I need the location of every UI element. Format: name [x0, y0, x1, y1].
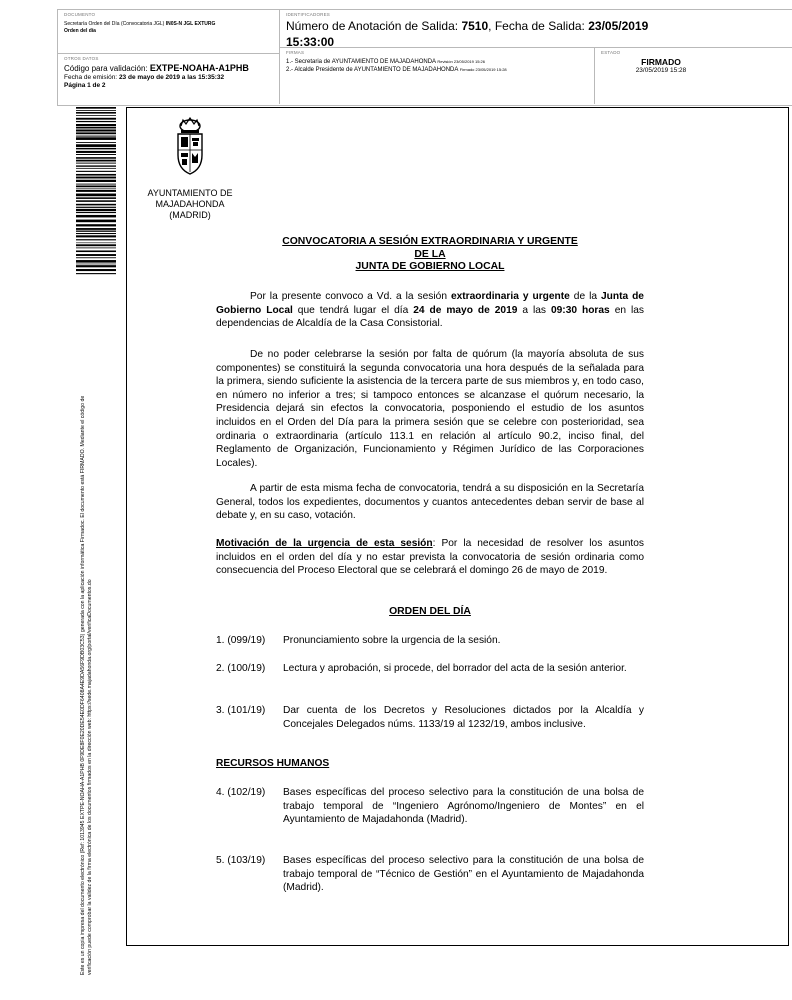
barcode-stripe	[76, 151, 116, 153]
barcode-stripe	[76, 112, 116, 114]
agenda-item	[216, 634, 644, 648]
barcode-stripe	[76, 212, 116, 213]
identificadores-label: IDENTIFICADORES	[286, 12, 331, 17]
agenda-item-number: 4. (102/19)	[216, 787, 266, 798]
barcode-stripe	[76, 129, 116, 131]
agenda-item-number: 2. (100/19)	[216, 663, 266, 674]
barcode-stripe	[76, 180, 116, 182]
barcode-stripe	[76, 220, 116, 223]
barcode-stripe	[76, 233, 116, 234]
barcode-stripe	[76, 115, 116, 116]
agenda-item-text: Lectura y aprobación, si procede, del borrador del acta de la sesión anterior.	[283, 663, 627, 674]
agenda-item-text: Bases específicas del proceso selectivo para la constitución de una bolsa de trabajo temporal de “Ingeniero Agrónomo/Ingeniero de Montes” en el Ayuntamiento de Majadahonda (Madrid).	[283, 787, 644, 826]
p1-h: 09:30 horas	[550, 304, 610, 316]
barcode-stripe	[76, 184, 116, 185]
agenda-item-number: 5. (103/19)	[216, 855, 266, 866]
barcode-stripe	[76, 269, 116, 271]
barcode-stripe	[76, 148, 116, 150]
barcode-stripe	[76, 118, 116, 120]
documento-cell	[58, 10, 280, 54]
barcode-stripe	[76, 207, 116, 208]
barcode-stripe	[76, 127, 116, 129]
estado-cell	[595, 48, 792, 104]
agenda-item-number: 1. (099/19)	[216, 635, 266, 646]
anotacion-mid: , Fecha de Salida:	[488, 19, 589, 33]
barcode-stripe	[76, 121, 116, 122]
firma2-date: Firmado 23/05/2019 15:28	[459, 67, 507, 72]
firma2-text: 2.- Alcalde Presidente de AYUNTAMIENTO DE MAJADAHONDA	[286, 67, 459, 73]
title-line2: DE LA	[414, 248, 446, 260]
orden-del-dia-title: ORDEN DEL DÍA	[389, 606, 471, 617]
document-header	[57, 9, 792, 106]
title-line1: CONVOCATORIA A SESIÓN EXTRAORDINARIA Y URGENTE	[282, 236, 578, 247]
barcode-stripe	[76, 243, 116, 244]
barcode-stripe	[76, 265, 116, 267]
emision-prefix: Fecha de emisión:	[64, 74, 118, 81]
barcode-stripe	[76, 254, 116, 256]
agenda-item	[216, 854, 644, 895]
documento-line1: Secretaría Orden del Día (Convocatoria JGL)	[64, 21, 165, 27]
paragraph-quorum: De no poder celebrarse la sesión por falta de quórum (la mayoría absoluta de sus componentes) se constituirá la segunda convocatoria una hora después de la señalada para la primera, siendo suficiente la asistencia de la tercera parte de sus miembros y, en todo caso, en número no inferior a tres; si tampoco entonces se alcanzase el quórum necesario, la Presidencia dejará sin efectos la convocatoria, posponiendo el estudio de los asuntos incluidos en el Orden del Día para la primera sesión que se celebre con posterioridad, sea ordinaria o extraordinaria (artículo 113.1 en relación al artículo 90.2, inciso final, del Reglamento de Organización, Funcionamiento y Régimen Jurídico de las Corporaciones Locales).	[216, 349, 644, 469]
otros-datos-cell	[58, 54, 280, 104]
barcode-stripe	[76, 142, 116, 143]
motivacion-text: : Por la necesidad de resolver los asuntos incluidos en el orden del día y no estar prevista la convocatoria de sesión ordinaria como consecuencia del Proceso Electoral que se celebrará el domingo 26 de mayo de 2019.	[216, 538, 645, 577]
estado-fecha: 23/05/2019 15:28	[635, 67, 687, 74]
barcode-stripe	[76, 154, 116, 155]
barcode-stripe	[76, 244, 116, 246]
p1-b: extraordinaria y urgente	[450, 291, 570, 302]
agenda-item-text: Pronunciamiento sobre la urgencia de la sesión.	[283, 635, 501, 646]
barcode-stripe	[76, 239, 116, 240]
barcode-stripe	[76, 235, 116, 237]
firmas-cell	[280, 48, 595, 104]
firmas-label: FIRMAS	[286, 50, 305, 55]
p1-g: a las	[517, 304, 551, 316]
firma1-text: 1.- Secretaria de AYUNTAMIENTO DE MAJADAHONDA	[286, 59, 436, 65]
barcode-stripe	[76, 257, 116, 258]
document-title	[216, 236, 644, 274]
org-line3: (MADRID)	[169, 210, 211, 220]
side-verification-text-2: verificación puede comprobar la validez de la firma electrónica de los documentos firmados en la dirección web: https://sede.majadahonda.org/portal/verificaDocumentos.do	[87, 579, 93, 975]
title-line3: JUNTA DE GOBIERNO LOCAL	[355, 261, 505, 273]
p1-a: Por la presente convoco a Vd. a la sesión	[250, 291, 451, 302]
barcode-stripe	[76, 260, 116, 263]
p1-i: en las dependencias de Alcaldía de la Casa Consistorial.	[216, 304, 644, 330]
estado-value: FIRMADO	[641, 57, 681, 67]
barcode-stripe	[76, 224, 116, 226]
firma1-date: Revisión 23/05/2019 15:26	[437, 59, 485, 64]
barcode-stripe	[76, 136, 116, 137]
barcode-stripe	[76, 171, 116, 172]
barcode-stripe	[76, 185, 116, 187]
barcode-stripe	[76, 174, 116, 176]
documento-code: IN0S-N JGL EXTURG	[165, 21, 216, 27]
org-line1: AYUNTAMIENTO DE	[147, 188, 233, 198]
p1-e: que tendrá lugar el día	[292, 304, 414, 316]
barcode-stripe	[76, 190, 116, 192]
barcode-stripe	[76, 231, 116, 232]
anotacion-fecha: 23/05/2019	[588, 19, 649, 33]
barcode-stripe	[76, 144, 116, 147]
paragraph-convocatoria	[216, 290, 644, 331]
coat-of-arms-icon	[172, 117, 208, 177]
p1-d: Junta de Gobierno Local	[216, 291, 644, 316]
agenda-item-number: 3. (101/19)	[216, 705, 266, 716]
agenda-item	[216, 662, 644, 676]
barcode-stripe	[76, 209, 116, 211]
barcode-stripe	[76, 215, 116, 217]
barcode-stripe	[76, 194, 116, 197]
agenda-item-text: Bases específicas del proceso selectivo para la constitución de una bolsa de trabajo temporal de “Técnico de Gestión” en el Ayuntamiento de Majadahonda (Madrid).	[283, 855, 644, 894]
section-recursos-humanos: RECURSOS HUMANOS	[216, 758, 330, 769]
side-verification-text-1: Este es un copia impresa del documento electrónico (Ref: 1013945 EXTPE-NOAHA-A1PHB 0F9DE8F0E20DE54E0DF6408A4E9DA56F9DB03C53) generada con la aplicación informática Firmadoc. El documento está FIRMADO. Mediante el código de	[80, 395, 86, 975]
p1-f: 24 de mayo de 2019	[413, 304, 518, 316]
codigo-value[interactable]: EXTPE-NOAHA-A1PHB	[149, 63, 249, 73]
agenda-item-text: Dar cuenta de los Decretos y Resoluciones dictados por la Alcaldía y Concejales Delegados núms. 1133/19 al 1232/19, ambos inclusive.	[283, 705, 644, 730]
barcode-stripe	[76, 163, 116, 164]
emision-value: 23 de mayo de 2019 a las 15:35:32	[118, 74, 225, 81]
estado-label: ESTADO	[601, 50, 621, 55]
paragraph-documentacion: A partir de esta misma fecha de convocatoria, tendrá a su disposición en la Secretaría General, todos los expedientes, documentos y cuantos antecedentes deban servir de base al debate y, en su caso, votación.	[216, 483, 644, 522]
barcode-stripe	[76, 157, 116, 159]
barcode-stripe	[76, 132, 116, 134]
pagina-label: Página 1 de 2	[64, 82, 106, 89]
barcode-stripe	[76, 177, 116, 179]
motivacion-label: Motivación de la urgencia de esta sesión	[216, 538, 433, 549]
agenda-item	[216, 786, 644, 827]
barcode-stripe	[76, 110, 116, 111]
barcode-stripe	[76, 137, 116, 140]
p1-c: de la	[569, 291, 601, 302]
barcode-stripe	[76, 204, 116, 206]
barcode	[76, 107, 116, 275]
barcode-stripe	[76, 250, 116, 252]
barcode-stripe	[76, 228, 116, 230]
barcode-stripe	[76, 264, 116, 265]
anotacion-prefix: Número de Anotación de Salida:	[286, 19, 462, 33]
organization-name	[138, 188, 242, 221]
barcode-stripe	[76, 197, 116, 199]
org-line2: MAJADAHONDA	[155, 199, 225, 209]
codigo-prefix: Código para validación:	[64, 64, 148, 73]
documento-line2: Orden del día	[64, 28, 96, 34]
barcode-stripe	[76, 247, 116, 248]
barcode-stripe	[76, 107, 116, 109]
anotacion-hora: 15:33:00	[286, 35, 335, 49]
barcode-stripe	[76, 160, 116, 162]
barcode-stripe	[76, 165, 116, 166]
barcode-stripe	[76, 168, 116, 169]
barcode-stripe	[76, 124, 116, 126]
barcode-stripe	[76, 273, 116, 274]
documento-label: DOCUMENTO	[64, 12, 96, 17]
agenda-item	[216, 704, 644, 731]
barcode-stripe	[76, 188, 116, 189]
paragraph-motivacion	[216, 537, 644, 578]
identificadores-cell	[280, 10, 792, 48]
anotacion-num: 7510	[461, 19, 489, 33]
otros-label: OTROS DATOS	[64, 56, 99, 61]
barcode-stripe	[76, 200, 116, 202]
